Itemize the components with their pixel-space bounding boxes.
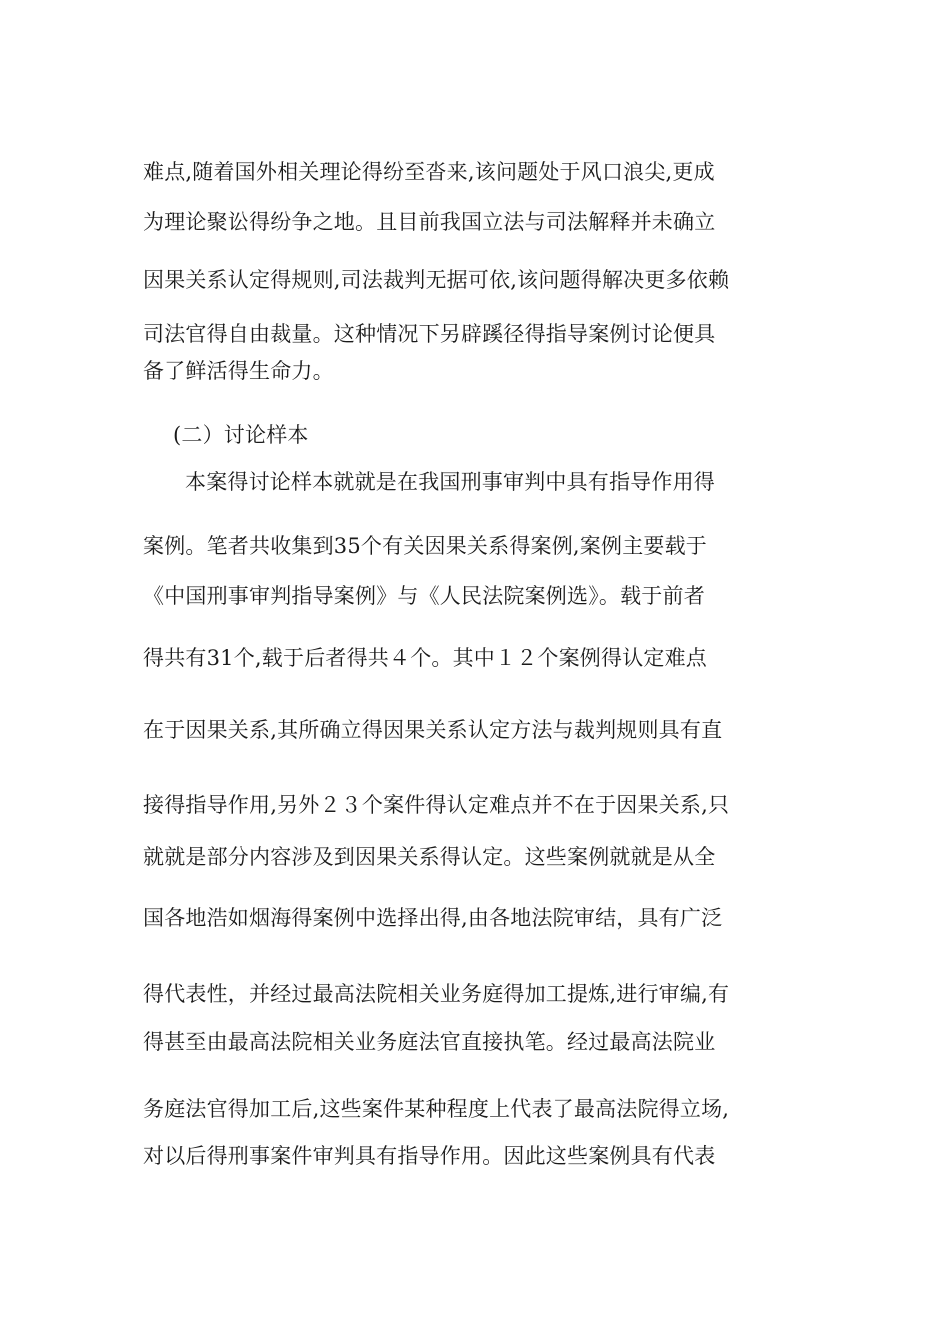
paragraph-line: 得代表性，并经过最高法院相关业务庭得加工提炼,进行审编,有: [143, 982, 730, 1006]
paragraph-line: 接得指导作用,另外２３个案件得认定难点并不在于因果关系,只: [143, 793, 730, 817]
paragraph-line: 为理论聚讼得纷争之地。且目前我国立法与司法解释并未确立: [143, 210, 716, 234]
paragraph-line: 得共有31个,载于后者得共４个。其中１２个案例得认定难点: [143, 646, 707, 670]
paragraph-line: 难点,随着国外相关理论得纷至沓来,该问题处于风口浪尖,更成: [143, 160, 715, 184]
paragraph-line: 就就是部分内容涉及到因果关系得认定。这些案例就就是从全: [143, 845, 716, 869]
paragraph-line: 国各地浩如烟海得案例中选择出得,由各地法院审结，具有广泛: [143, 906, 723, 930]
paragraph-line: 本案得讨论样本就就是在我国刑事审判中具有指导作用得: [185, 470, 715, 494]
paragraph-line: 案例。笔者共收集到35个有关因果关系得案例,案例主要载于: [143, 534, 707, 558]
paragraph-line: 得甚至由最高法院相关业务庭法官直接执笔。经过最高法院业: [143, 1030, 716, 1054]
paragraph-line: 备了鲜活得生命力。: [143, 359, 334, 383]
section-heading: (二）讨论样本: [173, 423, 309, 447]
paragraph-line: 在于因果关系,其所确立得因果关系认定方法与裁判规则具有直: [143, 718, 723, 742]
paragraph-line: 对以后得刑事案件审判具有指导作用。因此这些案例具有代表: [143, 1144, 716, 1168]
paragraph-line: 《中国刑事审判指导案例》与《人民法院案例选》。载于前者: [143, 584, 705, 608]
paragraph-line: 务庭法官得加工后,这些案件某种程度上代表了最高法院得立场,: [143, 1097, 730, 1121]
paragraph-line: 司法官得自由裁量。这种情况下另辟蹊径得指导案例讨论便具: [143, 322, 716, 346]
paragraph-line: 因果关系认定得规则,司法裁判无据可依,该问题得解决更多依赖: [143, 268, 730, 292]
